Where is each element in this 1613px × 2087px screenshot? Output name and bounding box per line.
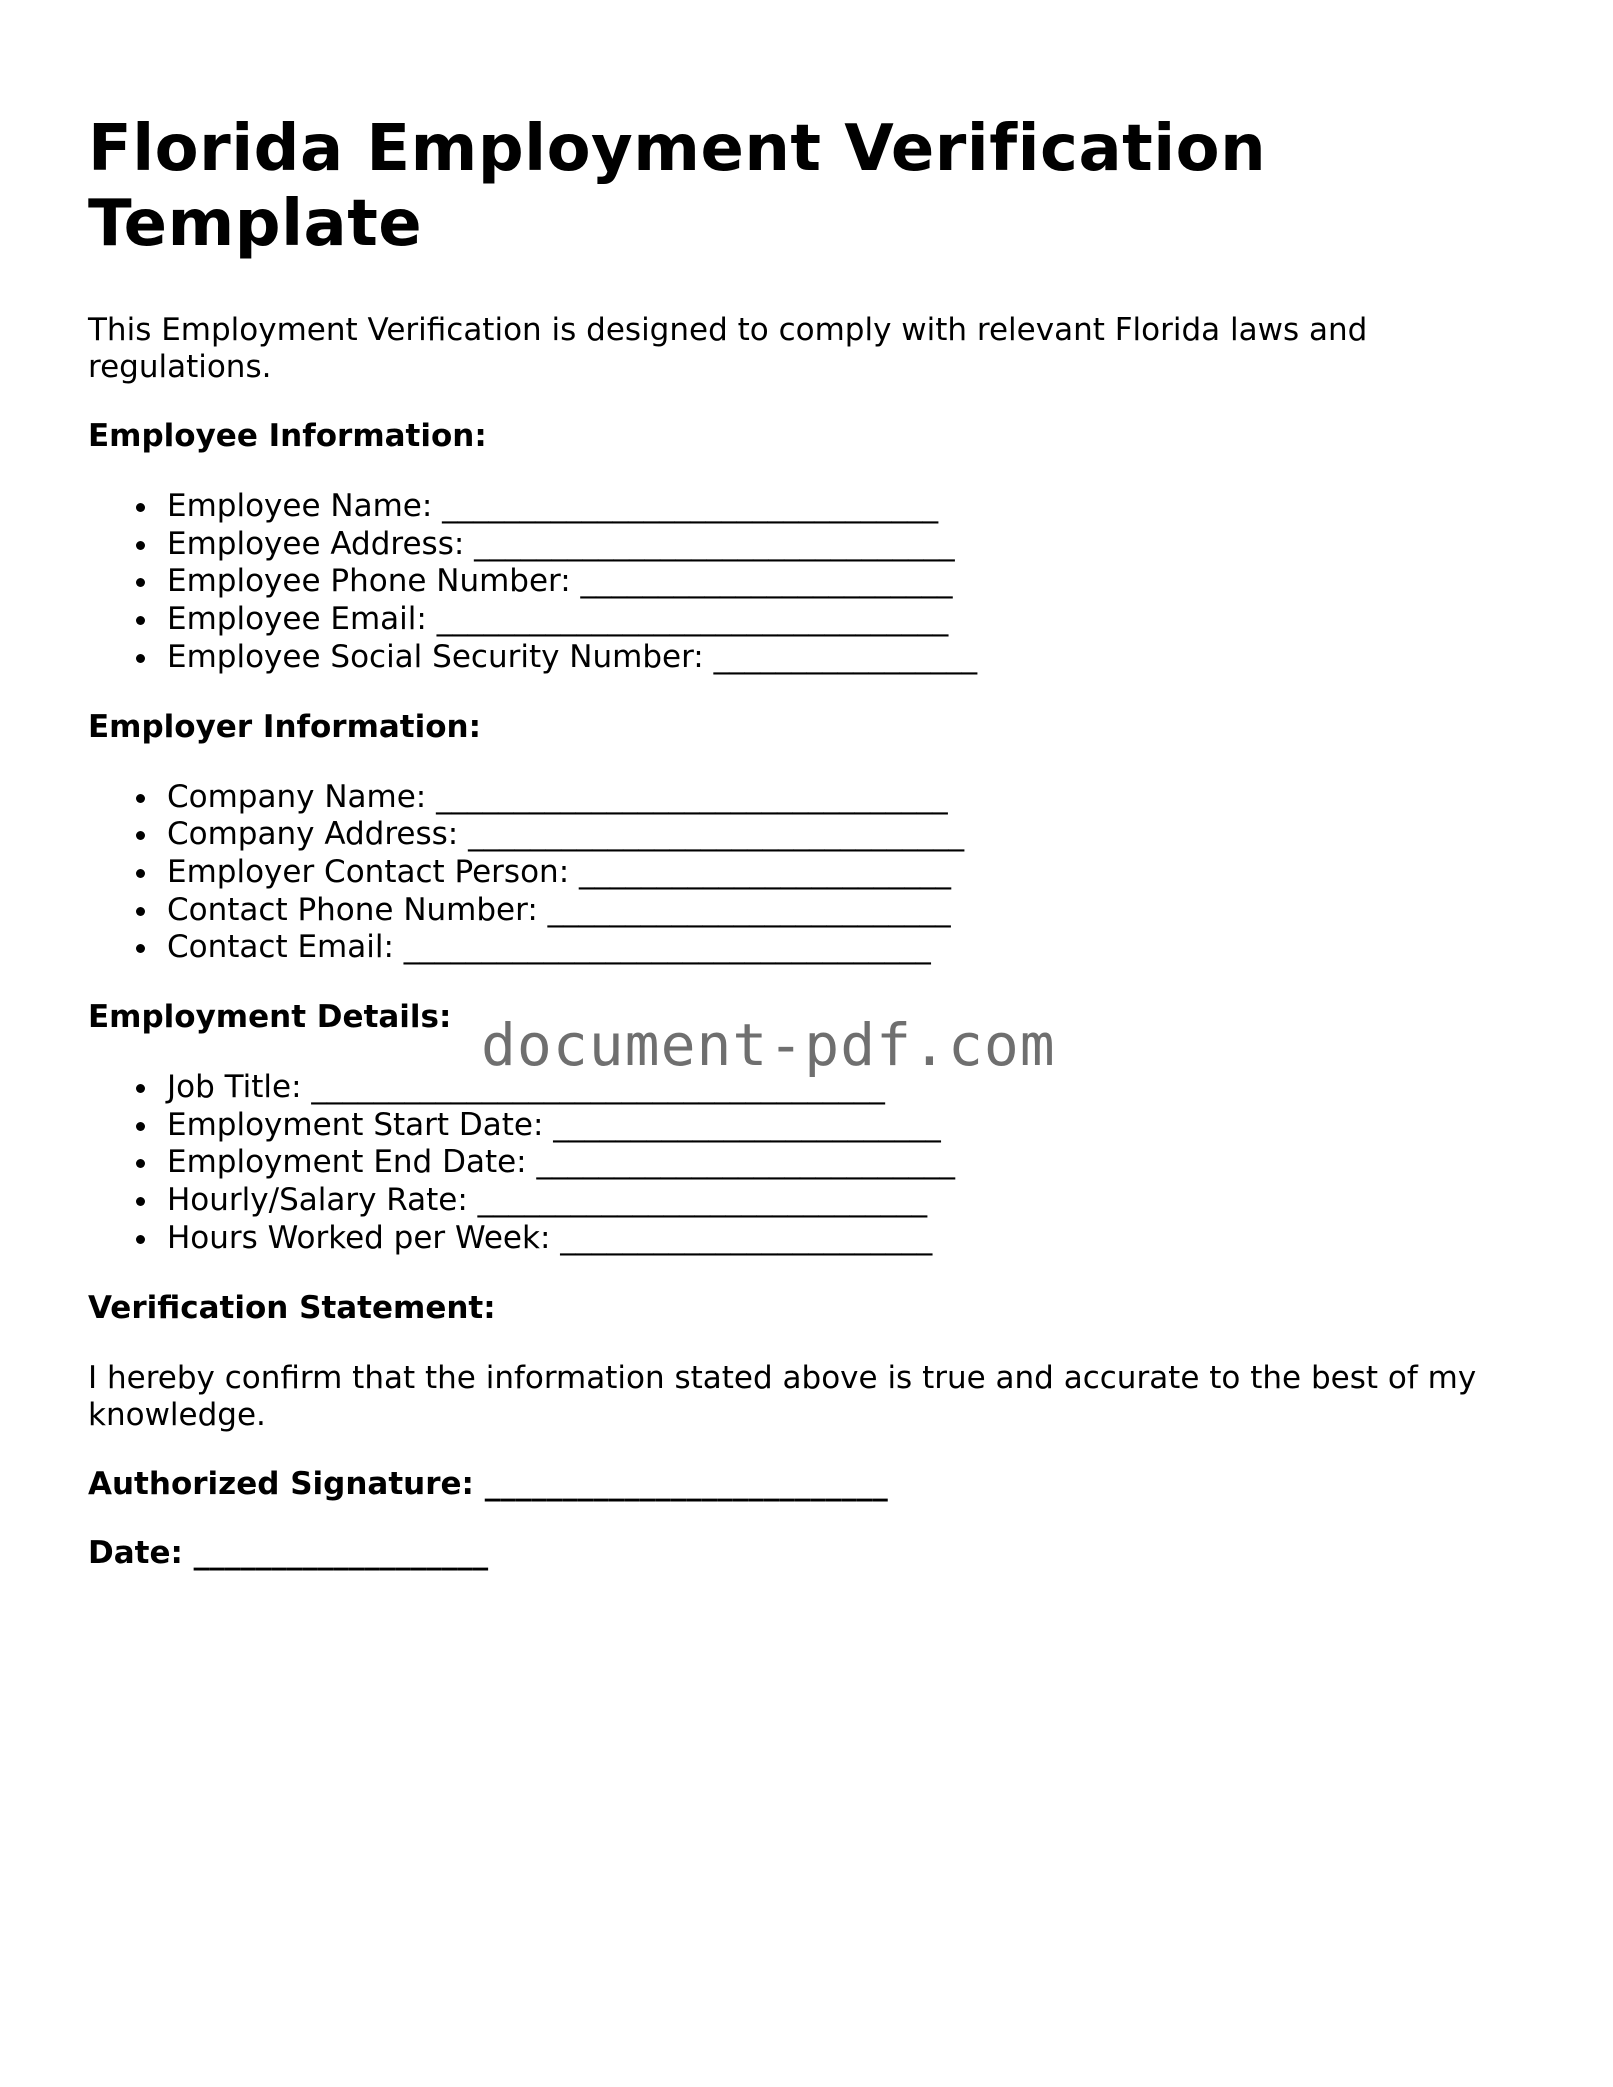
intro-paragraph: This Employment Verification is designed to comply with relevant Florida laws and regulations. [88, 312, 1368, 385]
field-contact-email: Contact Email: __________________________________ [167, 929, 1528, 967]
field-employee-address: Employee Address: _______________________________ [167, 526, 1528, 564]
watermark-text: document-pdf.com [481, 1011, 1056, 1079]
verification-heading: Verification Statement: [88, 1289, 496, 1326]
field-company-name: Company Name: _________________________________ [167, 779, 1528, 817]
employer-information-heading: Employer Information: [88, 708, 482, 745]
date-line: Date: ___________________ [88, 1534, 489, 1571]
employee-information-list [88, 488, 1528, 677]
field-employee-ssn: Employee Social Security Number: _________________ [167, 639, 1528, 677]
employer-information-list [88, 779, 1528, 968]
authorized-signature-line: Authorized Signature: __________________________ [88, 1465, 888, 1502]
field-employee-email: Employee Email: _________________________________ [167, 601, 1528, 639]
employment-details-list [88, 1069, 1528, 1258]
employment-details-heading: Employment Details: [88, 999, 452, 1036]
field-hours-per-week: Hours Worked per Week: ________________________ [167, 1220, 1528, 1258]
field-end-date: Employment End Date: ___________________________ [167, 1144, 1528, 1182]
field-job-title: Job Title: _____________________________________ [167, 1069, 1528, 1107]
field-rate: Hourly/Salary Rate: _____________________________ [167, 1182, 1528, 1220]
field-employee-phone: Employee Phone Number: ________________________ [167, 563, 1528, 601]
field-contact-phone: Contact Phone Number: __________________________ [167, 892, 1528, 930]
employee-information-heading: Employee Information: [88, 418, 487, 454]
field-employer-contact-person: Employer Contact Person: ________________________ [167, 854, 1528, 892]
field-company-address: Company Address: ________________________________ [167, 816, 1528, 854]
document-page [88, 112, 1528, 1572]
field-start-date: Employment Start Date: _________________________ [167, 1107, 1528, 1145]
document-title: Florida Employment Verification Template [88, 112, 1267, 261]
verification-statement: I hereby confirm that the information stated above is true and accurate to the best of my knowledge. [88, 1359, 1477, 1433]
field-employee-name: Employee Name: ________________________________ [167, 488, 1528, 526]
